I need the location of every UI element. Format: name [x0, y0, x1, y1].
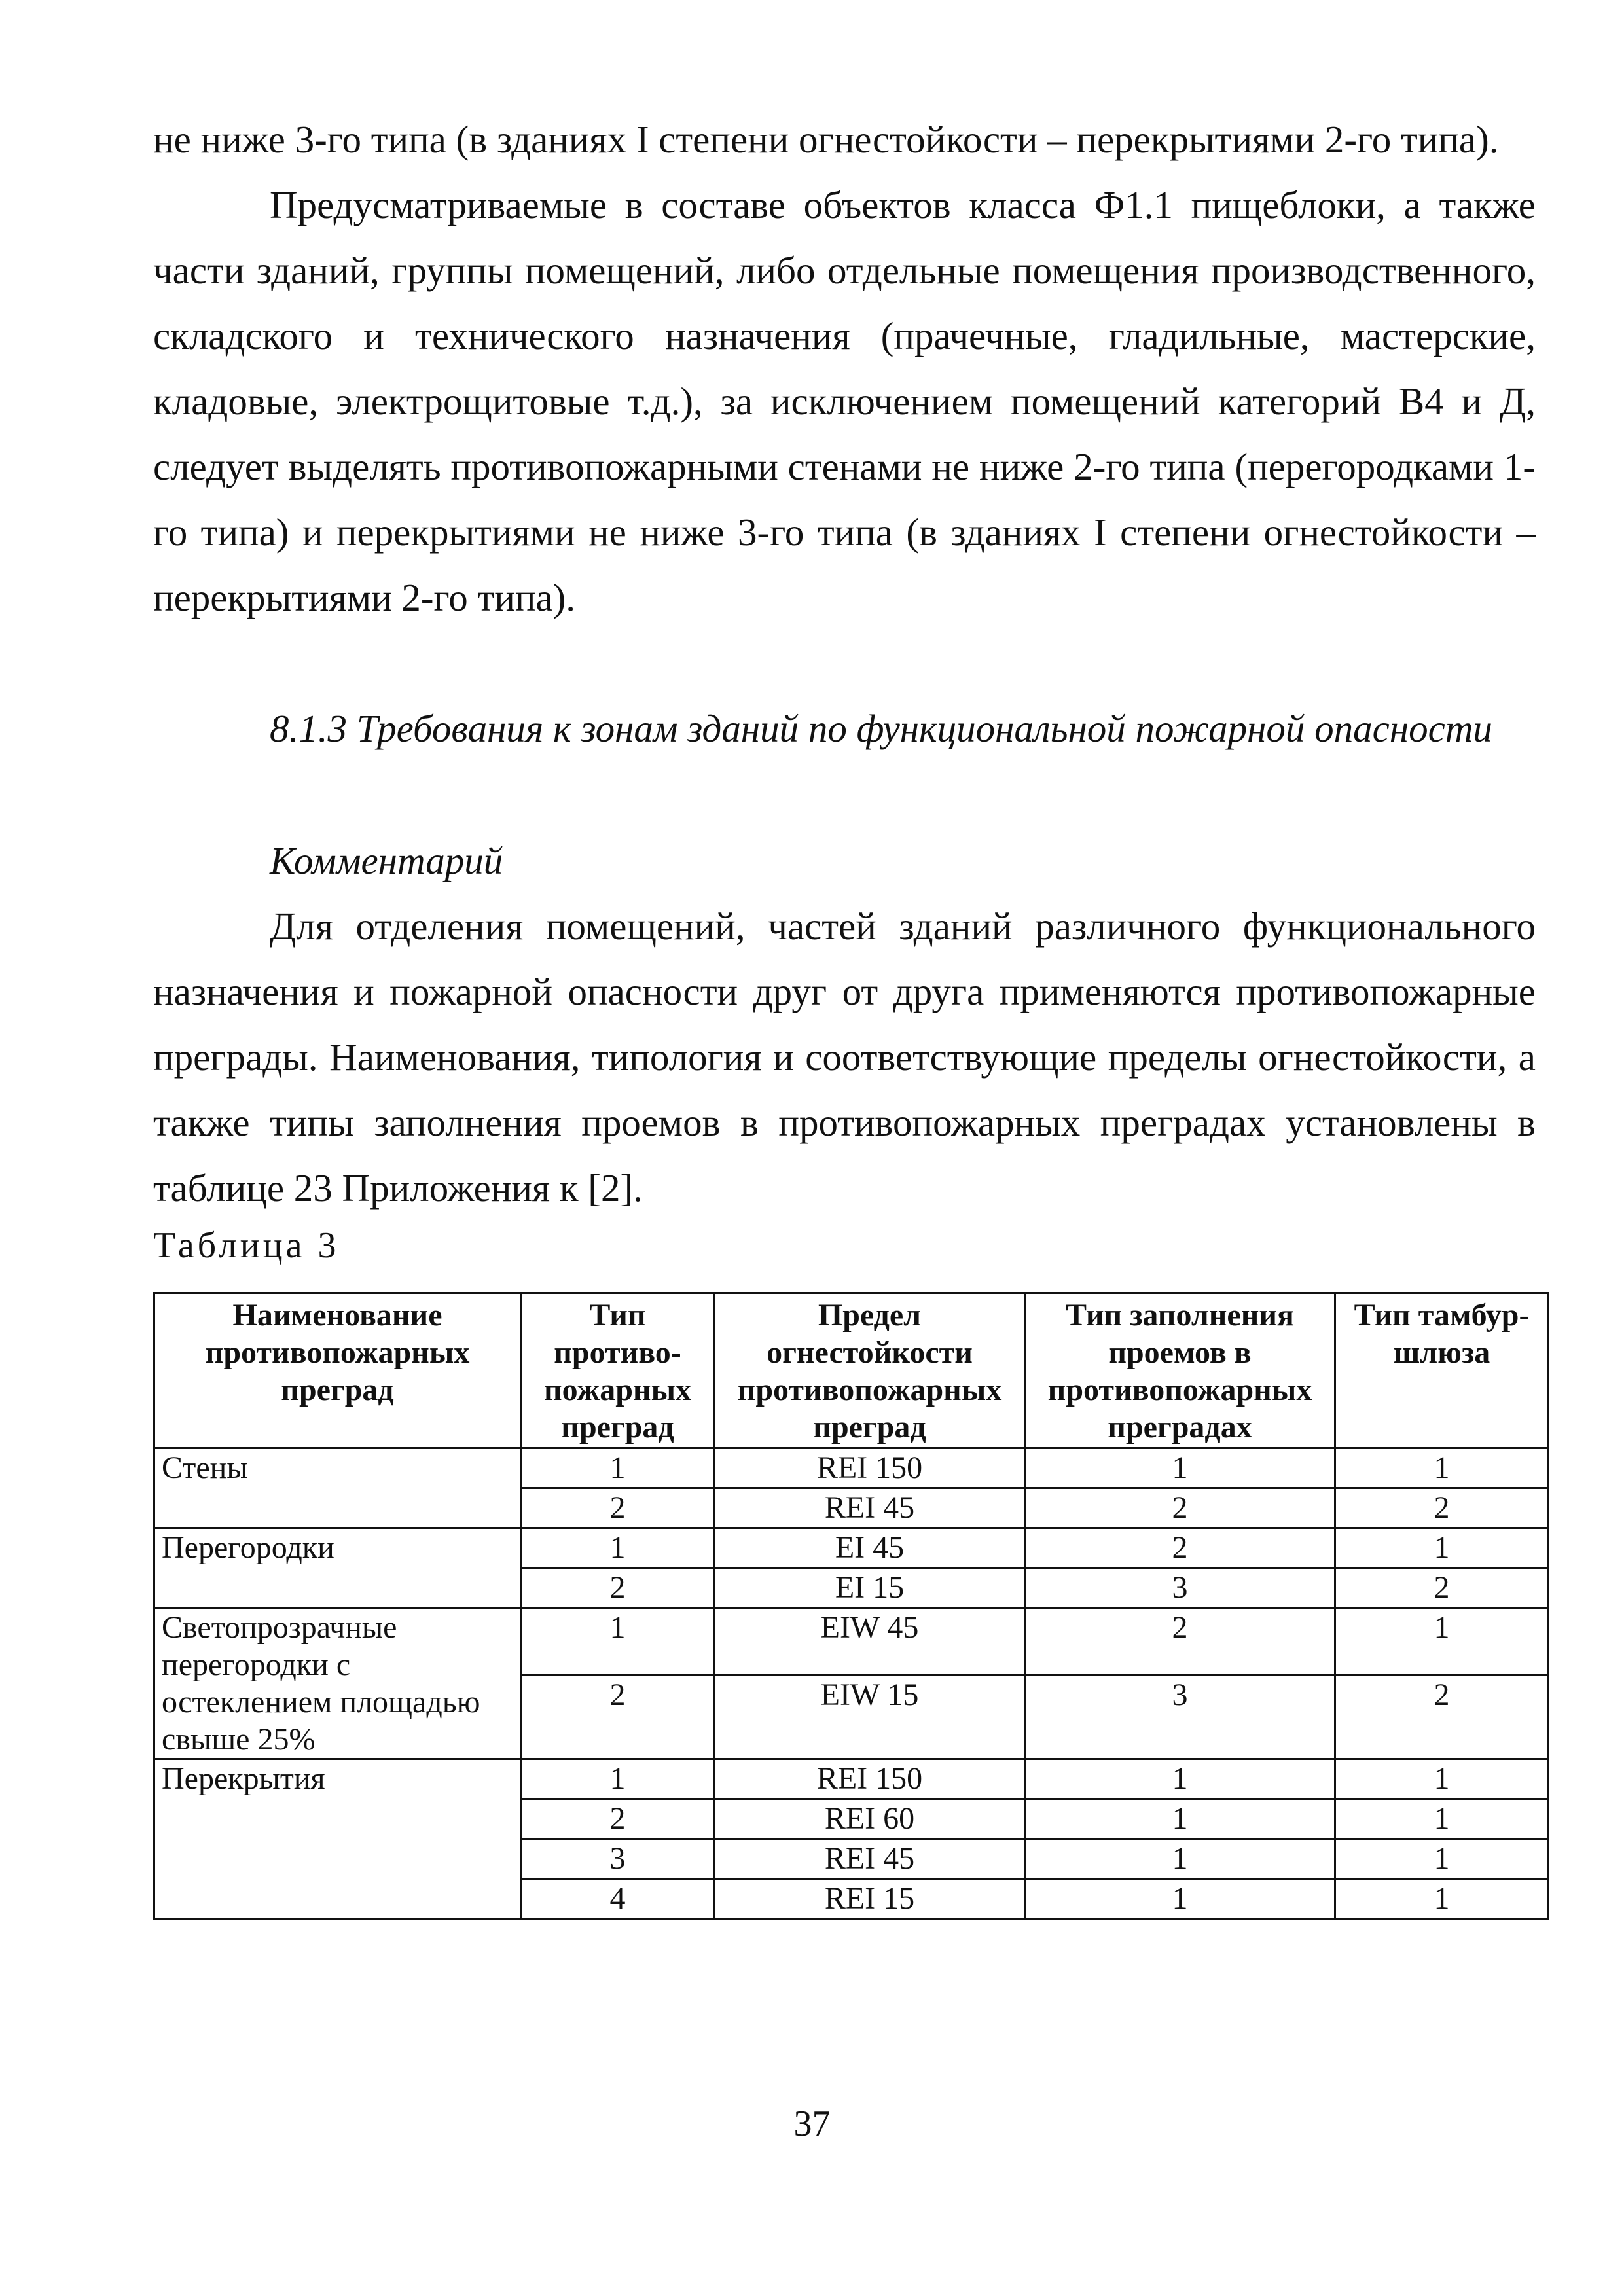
- limit-cell: REI 15: [715, 1879, 1025, 1919]
- limit-cell: REI 45: [715, 1839, 1025, 1879]
- lock-cell: 1: [1335, 1799, 1549, 1839]
- lock-cell: 2: [1335, 1488, 1549, 1528]
- header-cell: Тип заполнения проемов в противопожарных преградах: [1025, 1293, 1335, 1448]
- barrier-name: Перекрытия: [154, 1759, 521, 1919]
- lock-cell: 1: [1335, 1839, 1549, 1879]
- header-cell: Тип противо-пожарных преград: [521, 1293, 715, 1448]
- table-row: [154, 1608, 1549, 1676]
- fill-cell: 2: [1025, 1608, 1335, 1676]
- paragraph-line: Предусматриваемые в составе объектов класса Ф1.1 пищеблоки, а также: [270, 183, 1536, 226]
- fill-cell: 1: [1025, 1839, 1335, 1879]
- paragraph-line: кладовые, электрощитовые т.д.), за исключением помещений категорий В4 и Д,: [153, 380, 1536, 423]
- fill-cell: 2: [1025, 1528, 1335, 1568]
- paragraph-line: перекрытиями 2-го типа).: [153, 576, 576, 619]
- fill-cell: 2: [1025, 1488, 1335, 1528]
- type-cell: 1: [521, 1759, 715, 1799]
- lock-cell: 2: [1335, 1676, 1549, 1759]
- fill-cell: 1: [1025, 1448, 1335, 1488]
- paragraph-line: части зданий, группы помещений, либо отдельные помещения производственного,: [153, 249, 1536, 292]
- comment-label: Комментарий: [270, 839, 503, 882]
- fill-cell: 1: [1025, 1759, 1335, 1799]
- limit-cell: EI 15: [715, 1568, 1025, 1608]
- limit-cell: REI 150: [715, 1759, 1025, 1799]
- table-caption: Таблица 3: [153, 1225, 340, 1266]
- type-cell: 2: [521, 1568, 715, 1608]
- header-cell: Предел огнестойкости противопожарных преград: [715, 1293, 1025, 1448]
- lock-cell: 1: [1335, 1759, 1549, 1799]
- paragraph-line: Для отделения помещений, частей зданий различного функционального: [270, 905, 1536, 948]
- paragraph-line: таблице 23 Приложения к [2].: [153, 1166, 643, 1210]
- type-cell: 4: [521, 1879, 715, 1919]
- paragraph-line: следует выделять противопожарными стенами не ниже 2-го типа (перегородками 1-: [153, 445, 1536, 488]
- lock-cell: 1: [1335, 1448, 1549, 1488]
- lock-cell: 1: [1335, 1528, 1549, 1568]
- limit-cell: REI 60: [715, 1799, 1025, 1839]
- barrier-name: Светопрозрачные перегородки с остеклением площадью свыше 25%: [154, 1608, 521, 1759]
- lock-cell: 2: [1335, 1568, 1549, 1608]
- limit-cell: REI 45: [715, 1488, 1025, 1528]
- type-cell: 2: [521, 1488, 715, 1528]
- type-cell: 3: [521, 1839, 715, 1879]
- fill-cell: 1: [1025, 1799, 1335, 1839]
- barrier-name: Перегородки: [154, 1528, 521, 1608]
- type-cell: 1: [521, 1448, 715, 1488]
- limit-cell: REI 150: [715, 1448, 1025, 1488]
- limit-cell: EIW 15: [715, 1676, 1025, 1759]
- section-heading: 8.1.3 Требования к зонам зданий по функциональной пожарной опасности: [270, 707, 1492, 750]
- fire-barriers-table: [153, 1292, 1549, 1920]
- type-cell: 2: [521, 1799, 715, 1839]
- paragraph-line: назначения и пожарной опасности друг от друга применяются противопожарные: [153, 970, 1536, 1013]
- paragraph-line: преграды. Наименования, типология и соответствующие пределы огнестойкости, а: [153, 1035, 1536, 1079]
- paragraph-line: складского и технического назначения (прачечные, гладильные, мастерские,: [153, 314, 1536, 357]
- table-row: [154, 1759, 1549, 1799]
- paragraph-continuation: не ниже 3-го типа (в зданиях I степени огнестойкости – перекрытиями 2-го типа).: [153, 118, 1499, 161]
- type-cell: 2: [521, 1676, 715, 1759]
- fill-cell: 3: [1025, 1568, 1335, 1608]
- header-cell: Тип тамбур-шлюза: [1335, 1293, 1549, 1448]
- lock-cell: 1: [1335, 1879, 1549, 1919]
- limit-cell: EIW 45: [715, 1608, 1025, 1676]
- table-header-row: [154, 1293, 1549, 1448]
- type-cell: 1: [521, 1528, 715, 1568]
- type-cell: 1: [521, 1608, 715, 1676]
- barrier-name: Стены: [154, 1448, 521, 1528]
- fill-cell: 1: [1025, 1879, 1335, 1919]
- header-cell: Наименование противопожарных преград: [154, 1293, 521, 1448]
- limit-cell: EI 45: [715, 1528, 1025, 1568]
- page-number: 37: [793, 2104, 831, 2144]
- paragraph-line: го типа) и перекрытиями не ниже 3-го типа (в зданиях I степени огнестойкости –: [153, 511, 1536, 554]
- fill-cell: 3: [1025, 1676, 1335, 1759]
- table-row: [154, 1448, 1549, 1488]
- table-row: [154, 1528, 1549, 1568]
- lock-cell: 1: [1335, 1608, 1549, 1676]
- paragraph-line: также типы заполнения проемов в противопожарных преградах установлены в: [153, 1101, 1536, 1144]
